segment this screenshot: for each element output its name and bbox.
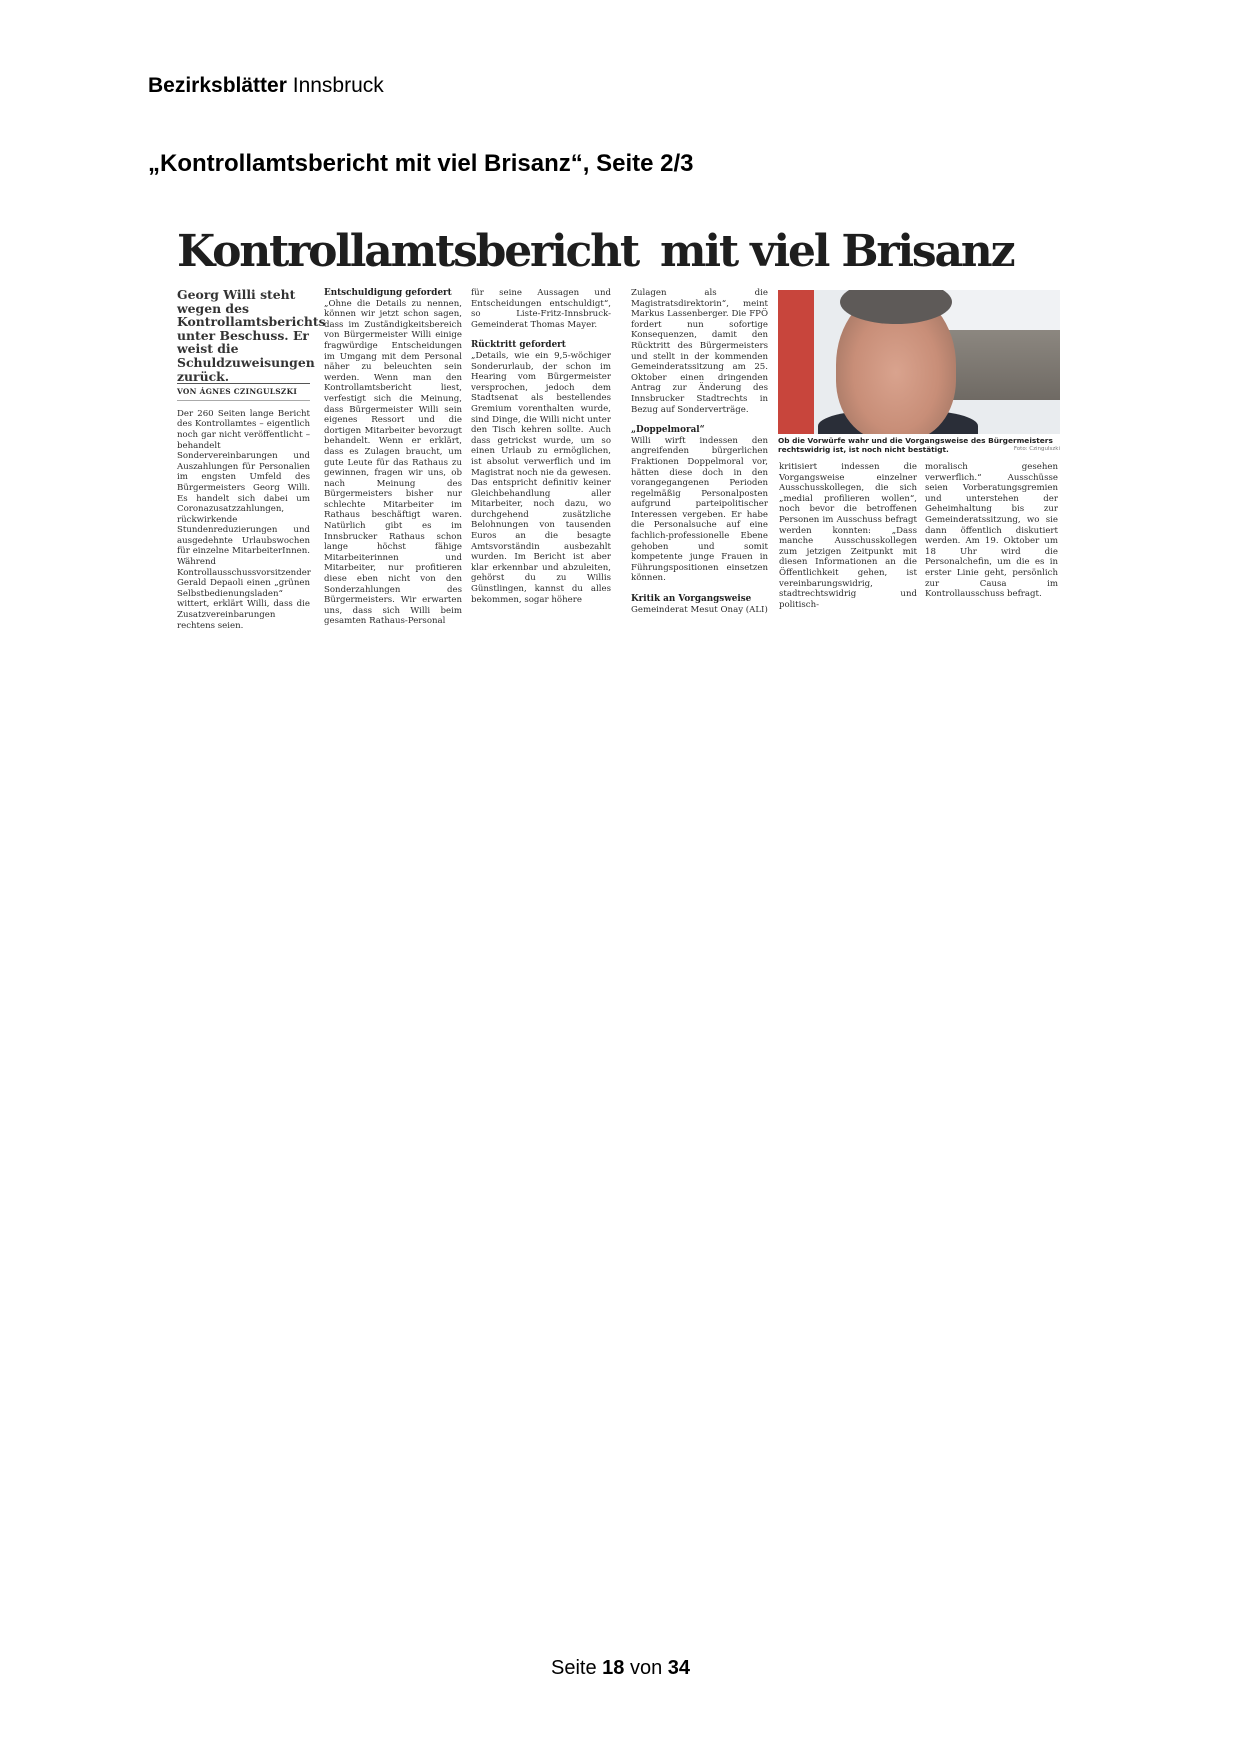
photo-credit: Foto: Czingulszki [1013,446,1060,453]
article-headline [177,226,1014,277]
subheading-entschuldigung: Entschuldigung gefordert [324,288,452,298]
article-column-3 [471,288,611,605]
photo-caption-text: Ob die Vorwürfe wahr und die Vorgangsweise des Bürgermeisters rechtswidrig ist, ist noch nicht bestätigt. [778,436,1053,455]
footer-prefix: Seite [550,1657,597,1679]
article-column-1 [177,287,326,631]
document-title: „Kontrollamtsbericht mit viel Brisanz“, Seite 2/3 [148,150,694,177]
column-2-body: „Ohne die Details zu nennen, können wir jetzt schon sagen, dass im Zuständigkeitsbereich von Bürgermeister Willi einige fragwürdige Entscheidungen im Umgang mit dem Personal näher zu beleuchten sein werden. Wenn man den Kontrollamtsbericht liest, verfestigt sich die Meinung, dass Bürgermeister Willi sein eigenes Ressort und die dortigen Mitarbeiter bevorzugt behandelt. Wenn er erklärt, dass es Zulagen braucht, um gute Leute für das Rathaus zu gewinnen, fragen wir uns, ob nach Meinung des Bürgermeisters bisher nur schlechte Mitarbeiter im Rathaus beschäftigt waren. Natürlich gibt es im Innsbrucker Rathaus schon lange höchst fähige Mitarbeiterinnen und Mitarbeiter, nur profitieren diese eben nicht von den Sonderzahlungen des Bürgermeisters. Wir erwarten uns, dass sich Willi beim gesamten Rathaus-Personal [324,298,462,627]
column-1-body: Der 260 Seiten lange Bericht des Kontrollamtes – eigentlich noch gar nicht veröffentlicht – behandelt Sondervereinbarungen und Auszahlungen für Personalien im engsten Umfeld des Bürgermeisters Georg Willi. Es handelt sich dabei um Coronazusatzzahlungen, rückwirkende Stundenreduzierungen und ausgedehnte Urlaubswochen für einzelne MitarbeiterInnen. Während Kontrollausschussvorsitzender Gerald Depaoli einen „grünen Selbstbedienungsladen“ wittert, erklärt Willi, dass die Zusatzvereinbarungen rechtens seien. [177,408,311,631]
article-byline: VON ÁGNES CZINGULSZKI [177,383,310,401]
column-4-intro: Zulagen als die Magistratsdirektorin“, meint Markus Lassenberger. Die FPÖ fordert nun sofortige Konsequenzen, damit den Rücktritt des Bürgermeisters und stellt in der kommenden Gemeinderatssitzung am 25. Oktober einen dringenden Antrag zur Änderung des Innsbrucker Stadtrechts in Bezug auf Sonderverträge. [631,288,768,415]
column-3-intro: für seine Aussagen und Entscheidungen entschuldigt“, so Liste-Fritz-Innsbruck-Gemeinderat Thomas Mayer. [471,288,611,330]
newspaper-clipping [170,222,1060,631]
current-page-number: 18 [602,1657,625,1679]
article-lead: Georg Willi steht wegen des Kontrollamtsberichts unter Beschuss. Er weist die Schuldzuweisungen zurück. [177,287,326,384]
article-photo [778,290,1060,434]
total-pages: 34 [667,1657,691,1679]
article-column-2 [324,288,462,627]
publication-name-regular: Innsbruck [292,74,384,97]
column-4-end: Gemeinderat Mesut Onay (ALI) [631,604,768,615]
headline-part-1: Kontrollamtsbericht [177,226,639,277]
publication-name-bold: Bezirksblätter [148,74,287,97]
footer-middle: von [629,1657,663,1679]
column-6-body: moralisch gesehen verwerflich.“ Ausschüsse seien Vorberatungsgremien und unterstehen der Geheimhaltung bis zur Gemeinderatssitzung, wo sie dann öffentlich diskutiert werden. Am 19. Oktober um 18 Uhr wird die Personalchefin, um die es in erster Linie geht, persönlich zur Causa im Kontrollausschuss befragt. [925,462,1058,600]
column-4-body: Willi wirft indessen den angreifenden bürgerlichen Fraktionen Doppelmoral vor, hätten diese doch in den vorangegangenen Perioden regelmäßig Personalposten aufgrund parteipolitischer Interessen vergeben. Er habe die Personalsuche auf eine fachlich-professionelle Ebene gehoben und somit kompetente junge Frauen in Führungspositionen einsetzen können. [631,435,768,584]
subheading-ruecktritt: Rücktritt gefordert [471,340,566,351]
column-3-body: „Details, wie ein 9,5-wöchiger Sonderurlaub, der schon im Hearing vom Bürgermeister versprochen, jedoch dem Stadtsenat als bestellendes Gremium vorenthalten wurde, sind Dinge, die Willi nicht unter den Tisch kehren sollte. Auch dass getrickst wurde, um so einen Urlaub zu ermöglichen, ist absolut verwerflich und im Magistrat noch nie da gewesen. Das entspricht definitiv keiner Gleichbehandlung aller Mitarbeiter, noch dazu, wo durchgehend zusätzliche Belohnungen von tausenden Euros an die besagte Amtsvorständin ausbezahlt wurden. Im Bericht ist aber klar erkennbar und abzuleiten, gehörst du zu Willis Günstlingen, kannst du alles bekommen, sogar höhere [471,350,611,605]
article-column-5 [779,462,917,610]
photo-caption [778,436,1060,455]
publication-name [148,74,384,98]
subheading-kritik: Kritik an Vorgangsweise [631,594,752,605]
headline-part-2: mit viel Brisanz [660,226,1014,277]
article-column-4 [631,288,768,615]
subheading-doppelmoral: „Doppelmoral“ [631,425,705,436]
column-5-body: kritisiert indessen die Vorgangsweise einzelner Ausschusskollegen, die sich „medial profilieren wollen“, noch bevor die betroffenen Personen im Ausschuss befragt werden konnten: „Dass manche Ausschusskollegen zum jetzigen Zeitpunkt mit diesen Informationen an die Öffentlichkeit gehen, ist vereinbarungswidrig, stadtrechtswidrig und politisch- [779,462,917,610]
page-footer [0,1657,1241,1680]
article-column-6 [925,462,1058,600]
